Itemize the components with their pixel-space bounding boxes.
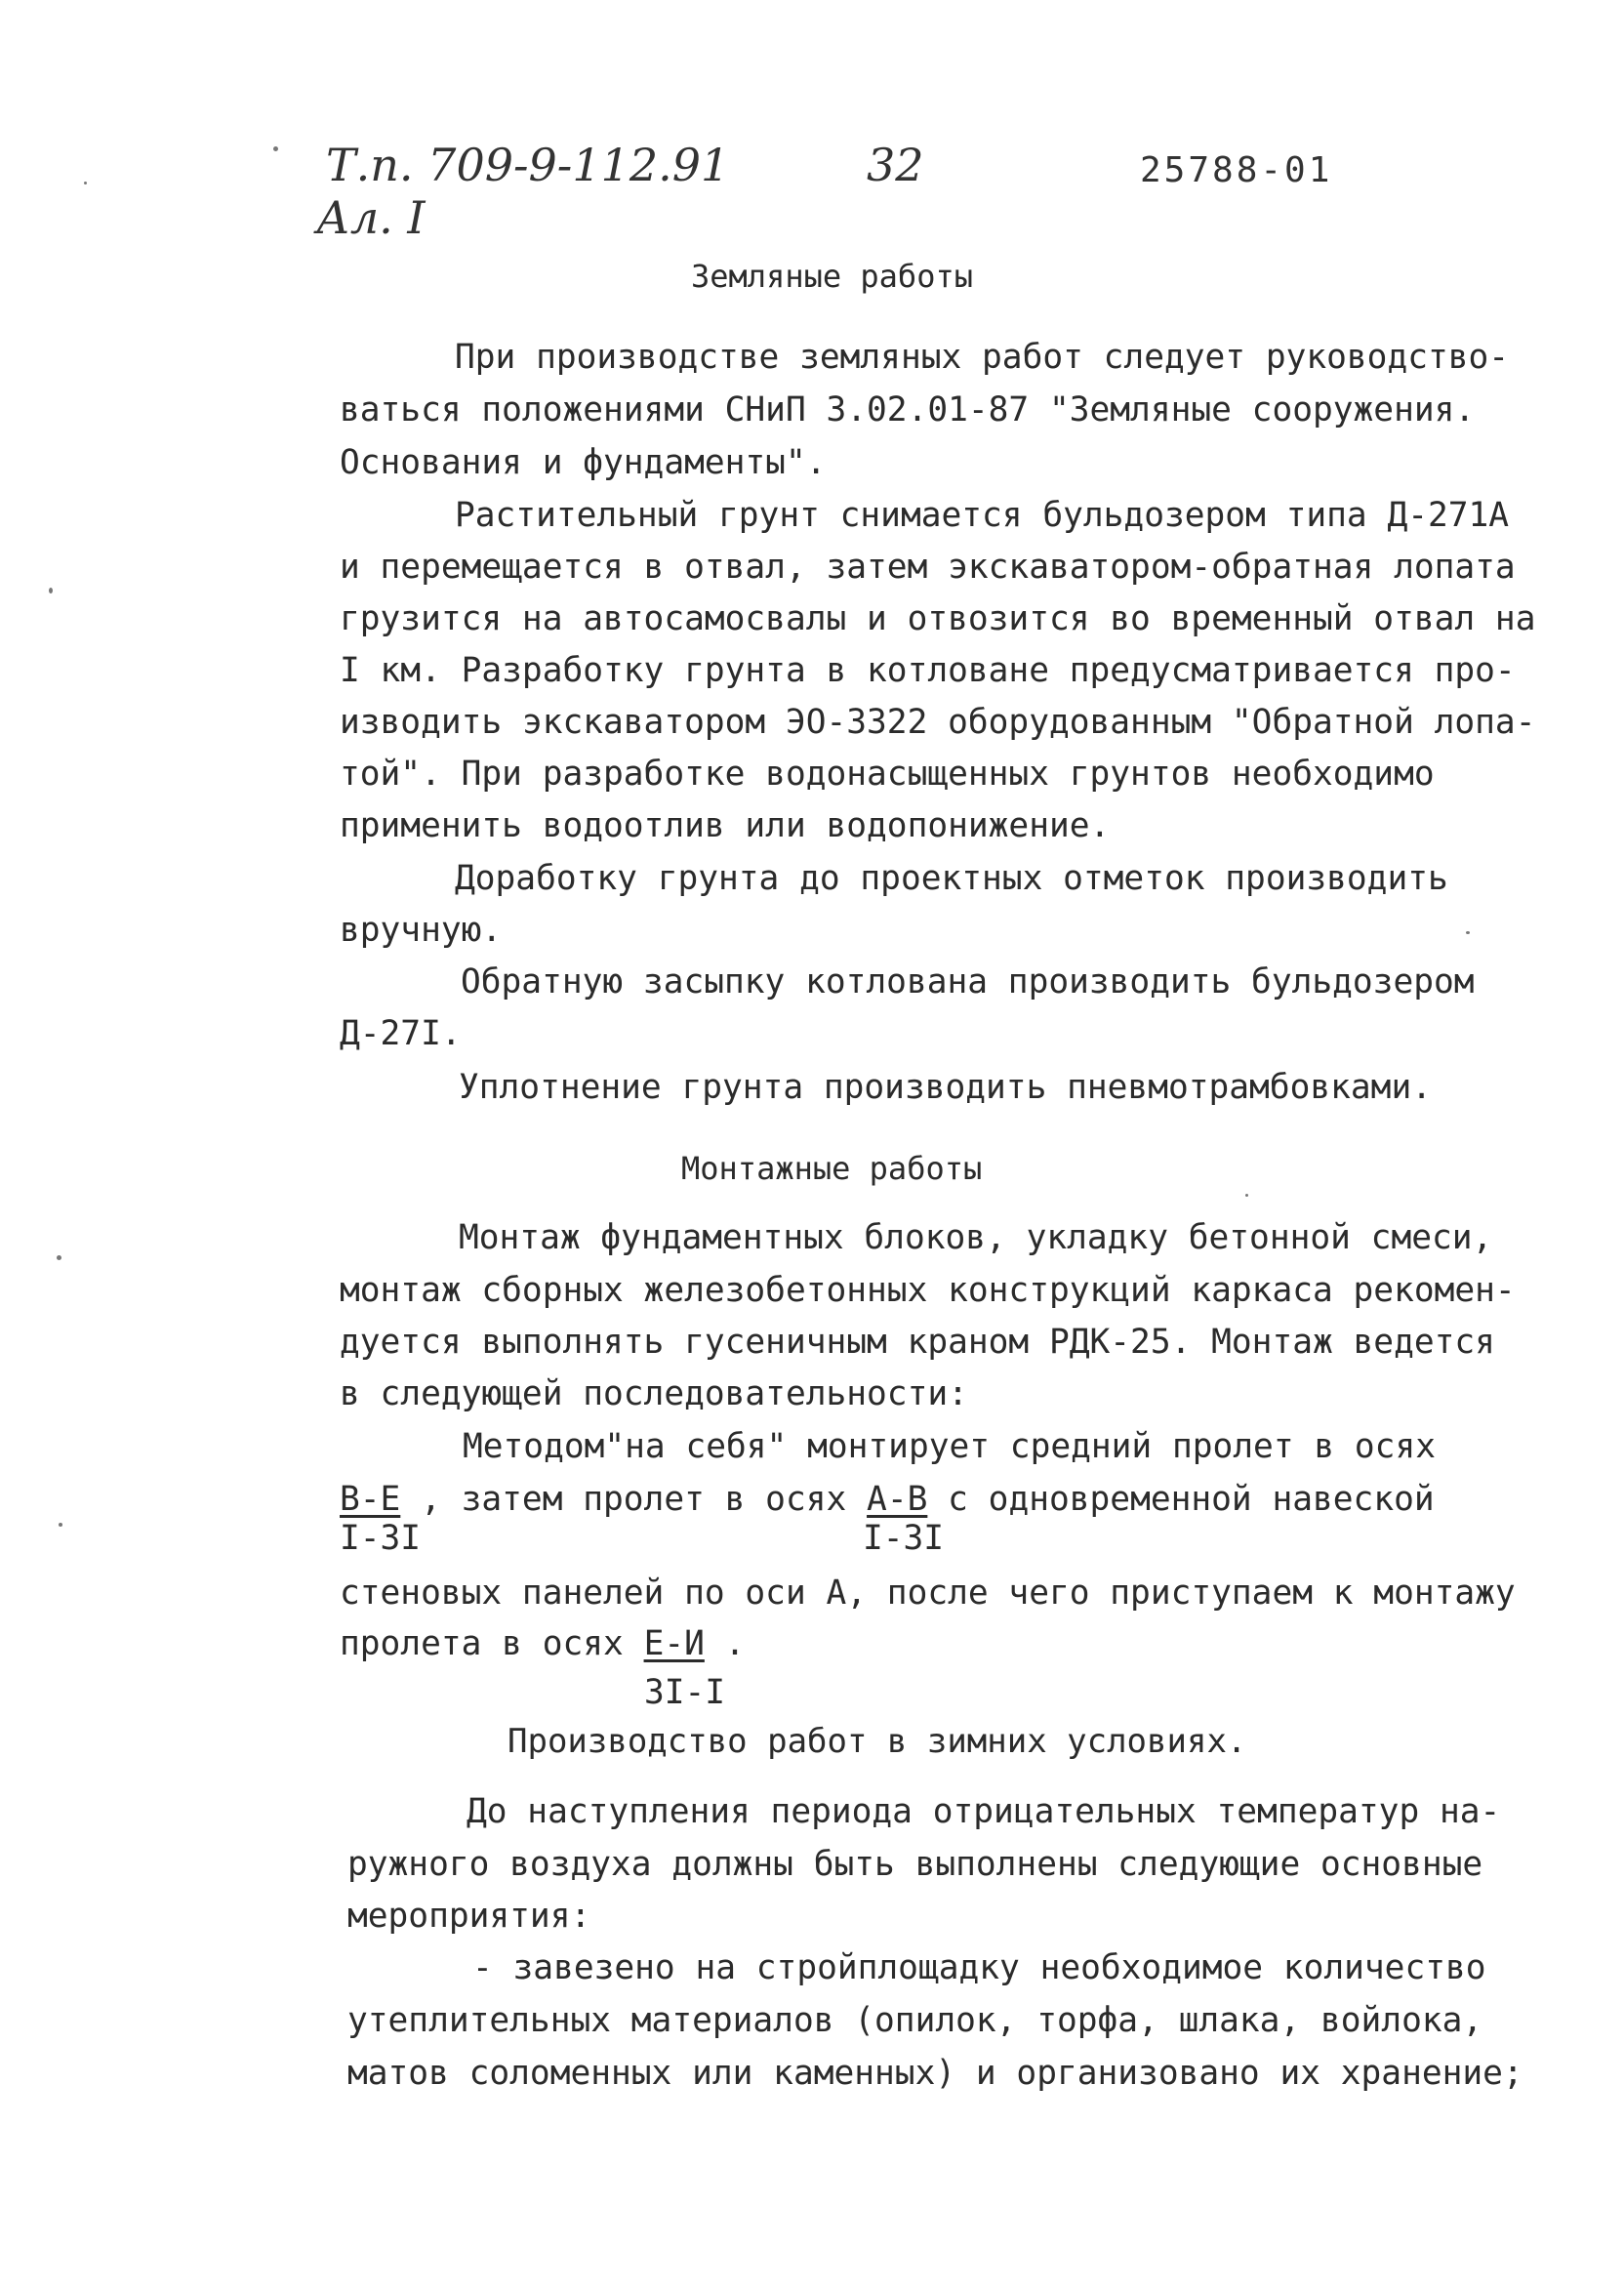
axis-fraction-denominator: I-3I [340,1519,422,1558]
text-line: стеновых панелей по оси А, после чего приступаем к монтажу [340,1574,1516,1613]
axis-fraction-numerator: Е-И [643,1624,705,1663]
text-line: ружного воздуха должны быть выполнены следующие основные [347,1845,1483,1884]
text-line: ваться положениями СНиП 3.02.01-87 "Земляные сооружения. [340,390,1476,429]
heading-earthworks: Земляные работы [691,258,973,295]
text-line: Д-27I. [340,1014,462,1053]
text-line: дуется выполнять гусеничным краном РДК-25. Монтаж ведется [340,1323,1495,1362]
scan-speck [57,1255,61,1260]
doc-ref-line2: Ал. I [316,191,426,244]
text-line: матов соломенных или каменных) и организовано их хранение; [347,2054,1523,2093]
axis-fraction-denominator: I-3I [863,1519,945,1558]
text-line: До наступления периода отрицательных температур на- [467,1792,1501,1831]
heading-winter-works: Производство работ в зимних условиях. [508,1722,1247,1761]
text-line: - завезено на стройплощадку необходимое количество [472,1948,1486,1987]
text-line: Основания и фундаменты". [340,443,827,482]
heading-assembly: Монтажные работы [681,1150,983,1187]
sequence-line: В-Е , затем пролет в осях А-В с одновременной навеской [340,1480,1435,1519]
text-line: Уплотнение грунта производить пневмотрамбовками. [459,1068,1432,1107]
text-line: Монтаж фундаментных блоков, укладку бетонной смеси, [459,1218,1493,1257]
doc-ref-line1: Т.п. 709-9-112.91 [326,139,730,191]
text-line: мероприятия: [347,1897,591,1936]
text-line: I км. Разработку грунта в котловане предусматривается про- [340,651,1516,690]
text-line: Растительный грунт снимается бульдозером типа Д-271А [455,496,1510,535]
scan-speck [84,182,87,184]
scan-speck [1245,1194,1248,1197]
text-line: утеплительных материалов (опилок, торфа, шлака, войлока, [347,2001,1483,2040]
sequence-line: пролета в осях Е-И . [340,1624,746,1663]
text-line: Методом"на себя" монтирует средний пролет в осях [463,1427,1436,1466]
page-number: 32 [867,139,924,191]
text-line: вручную. [340,911,503,950]
text-line: При производстве земляных работ следует руководство- [455,338,1510,377]
text-line: той". При разработке водонасыщенных грунтов необходимо [340,755,1435,794]
text-line: монтаж сборных железобетонных конструкций каркаса рекомен- [340,1271,1516,1310]
text-line: Доработку грунта до проектных отметок производить [455,859,1448,898]
text-line: применить водоотлив или водопонижение. [340,806,1111,845]
axis-fraction-denominator: 3I-I [644,1673,726,1712]
text-line: Обратную засыпку котлована производить бульдозером [461,962,1475,1001]
text-line: изводить экскаватором ЭО-3322 оборудованным "Обратной лопа- [340,703,1536,742]
scan-speck [49,588,53,593]
archive-code: 25788-01 [1140,150,1333,190]
axis-fraction-numerator: А-В [867,1480,928,1519]
scan-speck [1466,931,1470,934]
text-line: и перемещается в отвал, затем экскаватором-обратная лопата [340,548,1516,587]
text-line: в следующей последовательности: [340,1374,968,1413]
scan-speck [273,146,278,151]
axis-fraction-numerator: В-Е [340,1480,401,1519]
scan-speck [59,1523,62,1527]
text-line: грузится на автосамосвалы и отвозится во временный отвал на [340,599,1536,638]
